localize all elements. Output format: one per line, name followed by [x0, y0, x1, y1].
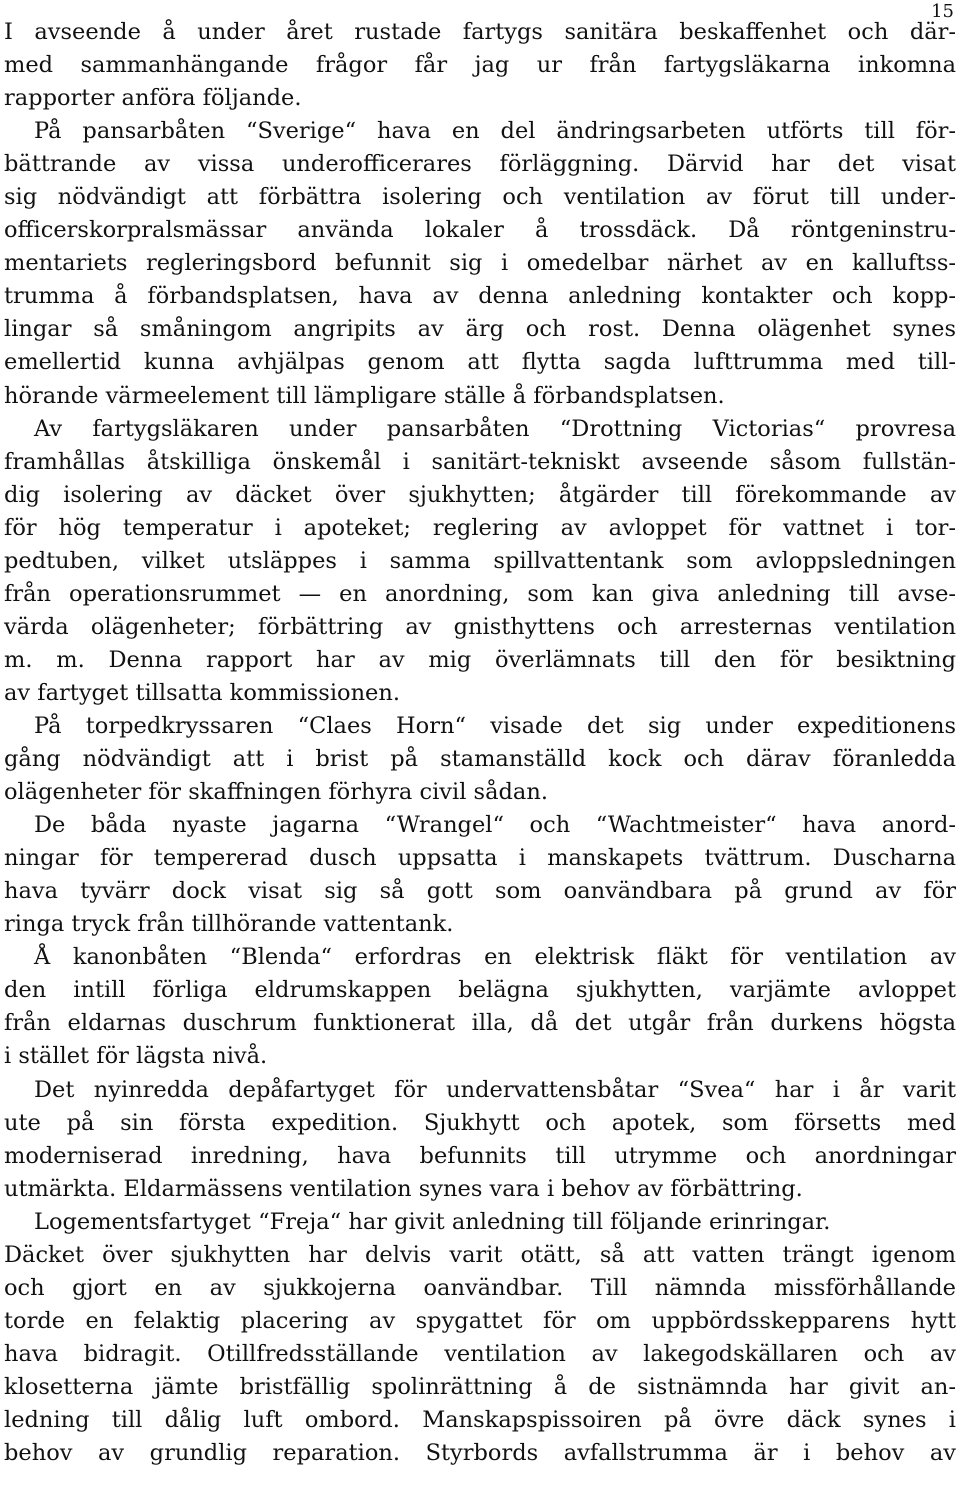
text-line: av fartyget tillsatta kommissionen. — [4, 679, 401, 706]
text-line: Det nyinredda depåfartyget för undervattensbåtar “Svea“ har i år varit — [34, 1076, 956, 1103]
text-line: pedtuben, vilket utsläppes i samma spillvattentank som avloppsledningen — [4, 547, 956, 574]
text-line: rapporter anföra följande. — [4, 85, 302, 112]
text-line: ledning till dålig luft ombord. Manskapspissoiren på övre däck synes i — [4, 1406, 956, 1433]
text-line: mentariets regleringsbord befunnit sig i omedelbar närhet av en kalluftss- — [4, 250, 956, 277]
text-line: utmärkta. Eldarmässens ventilation synes vara i behov av förbättring. — [4, 1175, 803, 1202]
text-line: olägenheter för skaffningen förhyra civil sådan. — [4, 779, 548, 806]
text-line: emellertid kunna avhjälpas genom att flytta sagda lufttrumma med till- — [4, 349, 956, 376]
text-line: hörande värmeelement till lämpligare ställe å förbandsplatsen. — [4, 382, 725, 409]
text-line: framhållas åtskilliga önskemål i sanitärt-tekniskt avseende såsom fullstän- — [4, 448, 956, 475]
text-line: ningar för tempererad dusch uppsatta i manskapets tvättrum. Duscharna — [4, 845, 956, 872]
text-line: sig nödvändigt att förbättra isolering och ventilation av förut till under- — [4, 184, 956, 211]
text-line: den intill förliga eldrumskappen belägna sjukhytten, varjämte avloppet — [4, 977, 956, 1004]
text-line: från eldarnas duschrum funktionerat illa, då det utgår från durkens högsta — [4, 1010, 956, 1037]
text-line: hava tyvärr dock visat sig så gott som oanvändbara på grund av för — [4, 878, 956, 905]
text-line: Å kanonbåten “Blenda“ erfordras en elektrisk fläkt för ventilation av — [34, 944, 956, 971]
text-line: m. m. Denna rapport har av mig överlämnats till den för besiktning — [4, 646, 956, 673]
text-line: ute på sin första expedition. Sjukhytt och apotek, som försetts med — [4, 1109, 956, 1136]
text-line: Däcket över sjukhytten har delvis varit otätt, så att vatten trängt igenom — [4, 1241, 956, 1268]
text-line: i stället för lägsta nivå. — [4, 1043, 268, 1070]
text-line: dig isolering av däcket över sjukhytten; åtgärder till förekommande av — [4, 481, 956, 508]
text-line: Logementsfartyget “Freja“ har givit anledning till följande erinringar. — [34, 1208, 831, 1235]
text-line: officerskorpralsmässar använda lokaler å trossdäck. Då röntgeninstru- — [4, 217, 956, 244]
text-line: lingar så småningom angripits av ärg och rost. Denna olägenhet synes — [4, 316, 956, 343]
text-line: gång nödvändigt att i brist på stamanställd kock och därav föranledda — [4, 746, 956, 773]
text-line: torde en felaktig placering av spygattet för om uppbördsskepparens hytt — [4, 1307, 956, 1334]
text-line: trumma å förbandsplatsen, hava av denna anledning kontakter och kopp- — [4, 283, 956, 310]
text-line: värda olägenheter; förbättring av gnisthyttens och arresternas ventilation — [4, 613, 956, 640]
text-line: och gjort en av sjukkojerna oanvändbar. Till nämnda missförhållande — [4, 1274, 956, 1301]
text-line: ringa tryck från tillhörande vattentank. — [4, 911, 454, 938]
text-line: klosetterna jämte bristfällig spolinrättning å de sistnämnda har givit an- — [4, 1373, 956, 1400]
text-line: Av fartygsläkaren under pansarbåten “Drottning Victorias“ provresa — [34, 415, 956, 442]
page-number: 15 — [931, 1, 954, 22]
text-line: behov av grundlig reparation. Styrbords avfallstrumma är i behov av — [4, 1440, 956, 1467]
text-line: I avseende å under året rustade fartygs sanitära beskaffenhet och där- — [4, 19, 956, 45]
text-line: De båda nyaste jagarna “Wrangel“ och “Wachtmeister“ hava anord- — [34, 812, 956, 839]
text-line: hava bidragit. Otillfredsställande ventilation av lakegodskällaren och av — [4, 1340, 956, 1367]
body-text — [4, 16, 956, 1470]
text-line: moderniserad inredning, hava befunnits till utrymme och anordningar — [4, 1142, 956, 1169]
text-line: bättrande av vissa underofficerares förläggning. Därvid har det visat — [4, 151, 956, 178]
text-line: På pansarbåten “Sverige“ hava en del ändringsarbeten utförts till för- — [34, 118, 956, 145]
text-line: från operationsrummet — en anordning, som kan giva anledning till avse- — [4, 580, 956, 607]
text-line: med sammanhängande frågor får jag ur från fartygsläkarna inkomna — [4, 52, 956, 79]
text-line: På torpedkryssaren “Claes Horn“ visade det sig under expeditionens — [34, 712, 956, 739]
text-line: för hög temperatur i apoteket; reglering av avloppet för vattnet i tor- — [4, 514, 956, 541]
